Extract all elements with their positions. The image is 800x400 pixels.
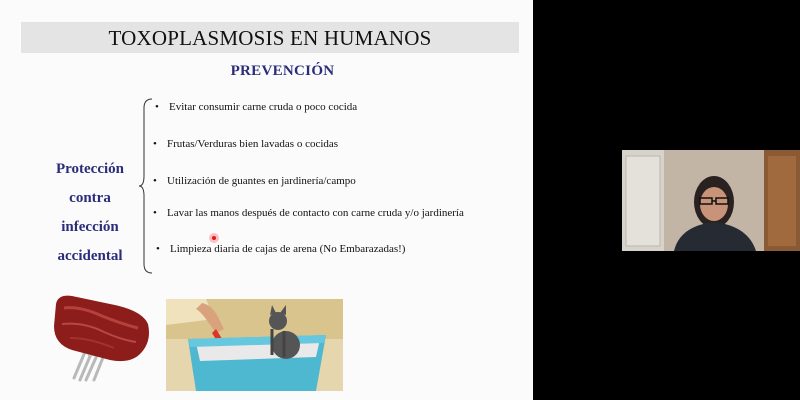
slide-subtitle: PREVENCIÓN — [230, 63, 335, 79]
bullet-text: Lavar las manos después de contacto con carne cruda y/o jardinería — [167, 207, 464, 219]
raw-meat-on-fork-image — [50, 290, 155, 382]
bullet-dot: • — [153, 175, 157, 187]
bullet-item — [153, 175, 356, 187]
slide-title: TOXOPLASMOSIS EN HUMANOS — [108, 26, 432, 50]
side-label-line-3: infección — [61, 219, 119, 235]
slide-title-bar — [21, 22, 519, 53]
bullet-text: Evitar consumir carne cruda o poco cocida — [169, 101, 358, 113]
side-label-line-1: Protección — [55, 161, 125, 177]
bullet-text: Frutas/Verduras bien lavadas o cocidas — [167, 138, 339, 150]
bullet-text: Limpieza diaria de cajas de arena (No Embarazadas!) — [170, 243, 406, 255]
presenter-video-image — [622, 150, 800, 251]
bullet-item — [153, 138, 338, 150]
curly-brace — [138, 98, 154, 274]
bullet-dot: • — [155, 101, 159, 113]
webcam-video-feed — [622, 150, 800, 251]
laser-pointer-cursor — [209, 233, 219, 243]
side-label — [40, 155, 140, 271]
bullet-dot: • — [156, 243, 160, 255]
side-label-line-4: accidental — [57, 248, 123, 264]
side-label-line-2: contra — [69, 190, 111, 206]
cat-in-litter-box-image — [166, 299, 343, 391]
bullet-item — [155, 101, 357, 113]
bullet-dot: • — [153, 138, 157, 150]
bullet-item — [153, 207, 464, 219]
bullet-item — [156, 243, 405, 255]
bullet-text: Utilización de guantes en jardinería/campo — [167, 175, 356, 187]
bullet-dot: • — [153, 207, 157, 219]
